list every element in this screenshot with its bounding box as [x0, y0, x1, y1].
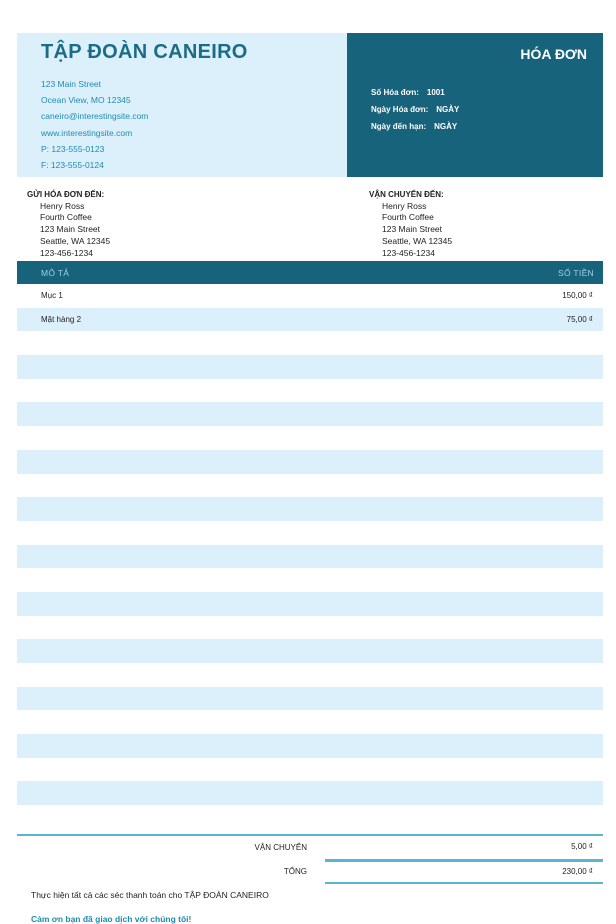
company-email: caneiro@interestingsite.com	[41, 111, 149, 122]
table-row	[17, 379, 603, 403]
address-section	[17, 189, 603, 261]
total-label: TỔNG	[283, 867, 307, 877]
table-row	[17, 331, 603, 355]
invoice-info-block	[347, 33, 603, 177]
ship-to-city: Seattle, WA 12345	[382, 235, 453, 246]
bill-to-name: Henry Ross	[40, 200, 85, 211]
thank-you-message: Cảm ơn bạn đã giao dịch với chúng tôi!	[31, 913, 192, 924]
table-row	[17, 568, 603, 592]
invoice-date-value: NGÀY	[436, 105, 460, 114]
table-row	[17, 734, 603, 758]
column-description: MÔ TẢ	[41, 267, 70, 278]
total-row	[17, 860, 603, 884]
table-row	[17, 710, 603, 734]
invoice-date-row	[371, 101, 459, 118]
table-row	[17, 687, 603, 711]
table-row	[17, 497, 603, 521]
item-amount: 150,00 ₫	[562, 291, 593, 301]
column-amount: SỐ TIỀN	[558, 267, 594, 278]
table-row	[17, 758, 603, 782]
invoice-due-label: Ngày đến hạn:	[371, 122, 427, 131]
company-city: Ocean View, MO 12345	[41, 95, 131, 106]
table-row	[17, 781, 603, 805]
bill-to-company: Fourth Coffee	[40, 212, 92, 223]
invoice-page	[17, 33, 603, 924]
company-website: www.interestingsite.com	[41, 127, 133, 138]
total-value: 230,00 ₫	[325, 860, 603, 884]
totals-section	[17, 834, 603, 884]
invoice-due-row	[371, 118, 459, 135]
table-row	[17, 805, 603, 829]
invoice-date-label: Ngày Hóa đơn:	[371, 105, 429, 114]
items-table-body	[17, 284, 603, 829]
shipping-value: 5,00 ₫	[325, 835, 603, 861]
table-row	[17, 545, 603, 569]
table-row	[17, 474, 603, 498]
item-description: Mục 1	[41, 291, 63, 301]
invoice-meta	[371, 84, 459, 135]
shipping-label: VẬN CHUYỂN	[254, 843, 307, 853]
company-phone: P: 123-555-0123	[41, 143, 105, 154]
item-description: Mặt hàng 2	[41, 315, 82, 325]
payment-note: Thực hiện tất cả các séc thanh toán cho TẬP ĐOÀN CANEIRO	[31, 889, 269, 900]
items-table-header	[17, 261, 603, 284]
table-row	[17, 308, 603, 332]
bill-to-heading: GỬI HÓA ĐƠN ĐẾN:	[27, 190, 105, 199]
table-row	[17, 592, 603, 616]
bill-to-city: Seattle, WA 12345	[40, 235, 111, 246]
invoice-due-value: NGÀY	[434, 122, 458, 131]
table-row	[17, 616, 603, 640]
table-row	[17, 426, 603, 450]
company-street: 123 Main Street	[41, 79, 102, 89]
ship-to-name: Henry Ross	[382, 200, 427, 211]
bill-to-phone: 123-456-1234	[40, 247, 93, 258]
table-row	[17, 355, 603, 379]
table-row	[17, 521, 603, 545]
company-block	[17, 33, 347, 177]
ship-to-company: Fourth Coffee	[382, 212, 434, 223]
invoice-number-label: Số Hóa đơn:	[371, 88, 419, 97]
invoice-header	[17, 33, 603, 177]
ship-to-block	[369, 189, 452, 261]
item-amount: 75,00 ₫	[566, 315, 593, 325]
invoice-title: HÓA ĐƠN	[520, 46, 587, 62]
bill-to-street: 123 Main Street	[40, 224, 101, 235]
shipping-row	[17, 836, 603, 860]
company-fax: F: 123-555-0124	[41, 160, 104, 171]
table-row	[17, 450, 603, 474]
bill-to-block	[17, 189, 369, 261]
table-row	[17, 284, 603, 308]
ship-to-street: 123 Main Street	[382, 224, 443, 235]
invoice-number-row	[371, 84, 459, 101]
ship-to-heading: VẬN CHUYỂN ĐẾN:	[369, 190, 444, 199]
table-row	[17, 402, 603, 426]
ship-to-phone: 123-456-1234	[382, 247, 435, 258]
company-name: TẬP ĐOÀN CANEIRO	[41, 41, 248, 63]
invoice-number-value: 1001	[426, 88, 445, 97]
table-row	[17, 663, 603, 687]
table-row	[17, 639, 603, 663]
